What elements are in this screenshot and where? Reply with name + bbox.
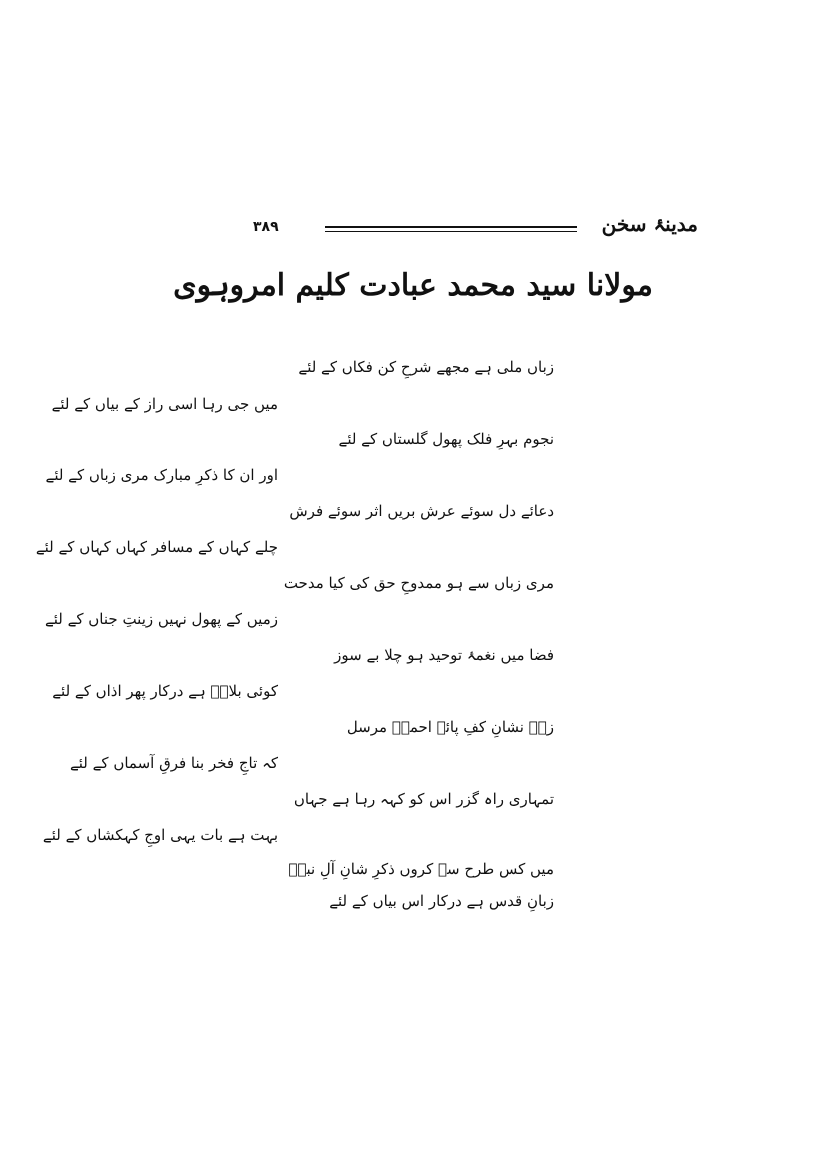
verse-line: کوئی بلالؓ ہے درکار پھر اذاں کے لئے xyxy=(52,682,278,700)
verse-line: دعائے دل سوئے عرش بریں اثر سوئے فرش xyxy=(289,502,554,520)
verse-line: چلے کہاں کے مسافر کہاں کہاں کے لئے xyxy=(35,538,278,556)
verse-line: زہے نشانِ کفِ پائے احمدؐ مرسل xyxy=(346,718,554,736)
verse-line: اور ان کا ذکرِ مبارک مری زباں کے لئے xyxy=(45,466,278,484)
verse-line: زمیں کے پھول نہیں زینتِ جناں کے لئے xyxy=(44,610,278,628)
poet-name-heading: مولانا سید محمد عبادت کلیم امروہوی xyxy=(173,268,653,303)
verse-line: زباں ملی ہے مجھے شرحِ کن فکاں کے لئے xyxy=(298,358,554,376)
header-rule-thick xyxy=(325,226,577,228)
verse-line: بہت ہے بات یہی اوجِ کہکشاں کے لئے xyxy=(42,826,278,844)
verse-line: میں جی رہا اسی راز کے بیاں کے لئے xyxy=(51,395,278,413)
verse-line: فضا میں نغمۂ توحید ہو چلا بے سوز xyxy=(334,646,554,664)
closing-verse-line: زبانِ قدس ہے درکار اس بیاں کے لئے xyxy=(329,892,554,910)
header-rule-thin xyxy=(325,231,577,232)
running-header-title: مدینۂ سخن xyxy=(601,212,698,236)
verse-line: کہ تاجِ فخر بنا فرقِ آسماں کے لئے xyxy=(69,754,278,772)
verse-line: مری زباں سے ہو ممدوحِ حق کی کیا مدحت xyxy=(283,574,554,592)
closing-verse-line: میں کس طرح سے کروں ذکرِ شانِ آلِ نبیؐ xyxy=(288,860,554,878)
verse-line: نجوم بہرِ فلک پھول گلستاں کے لئے xyxy=(338,430,554,448)
verse-line: تمہاری راہ گزر اس کو کہہ رہا ہے جہاں xyxy=(293,790,554,808)
page-number: ۳۸۹ xyxy=(253,219,279,235)
